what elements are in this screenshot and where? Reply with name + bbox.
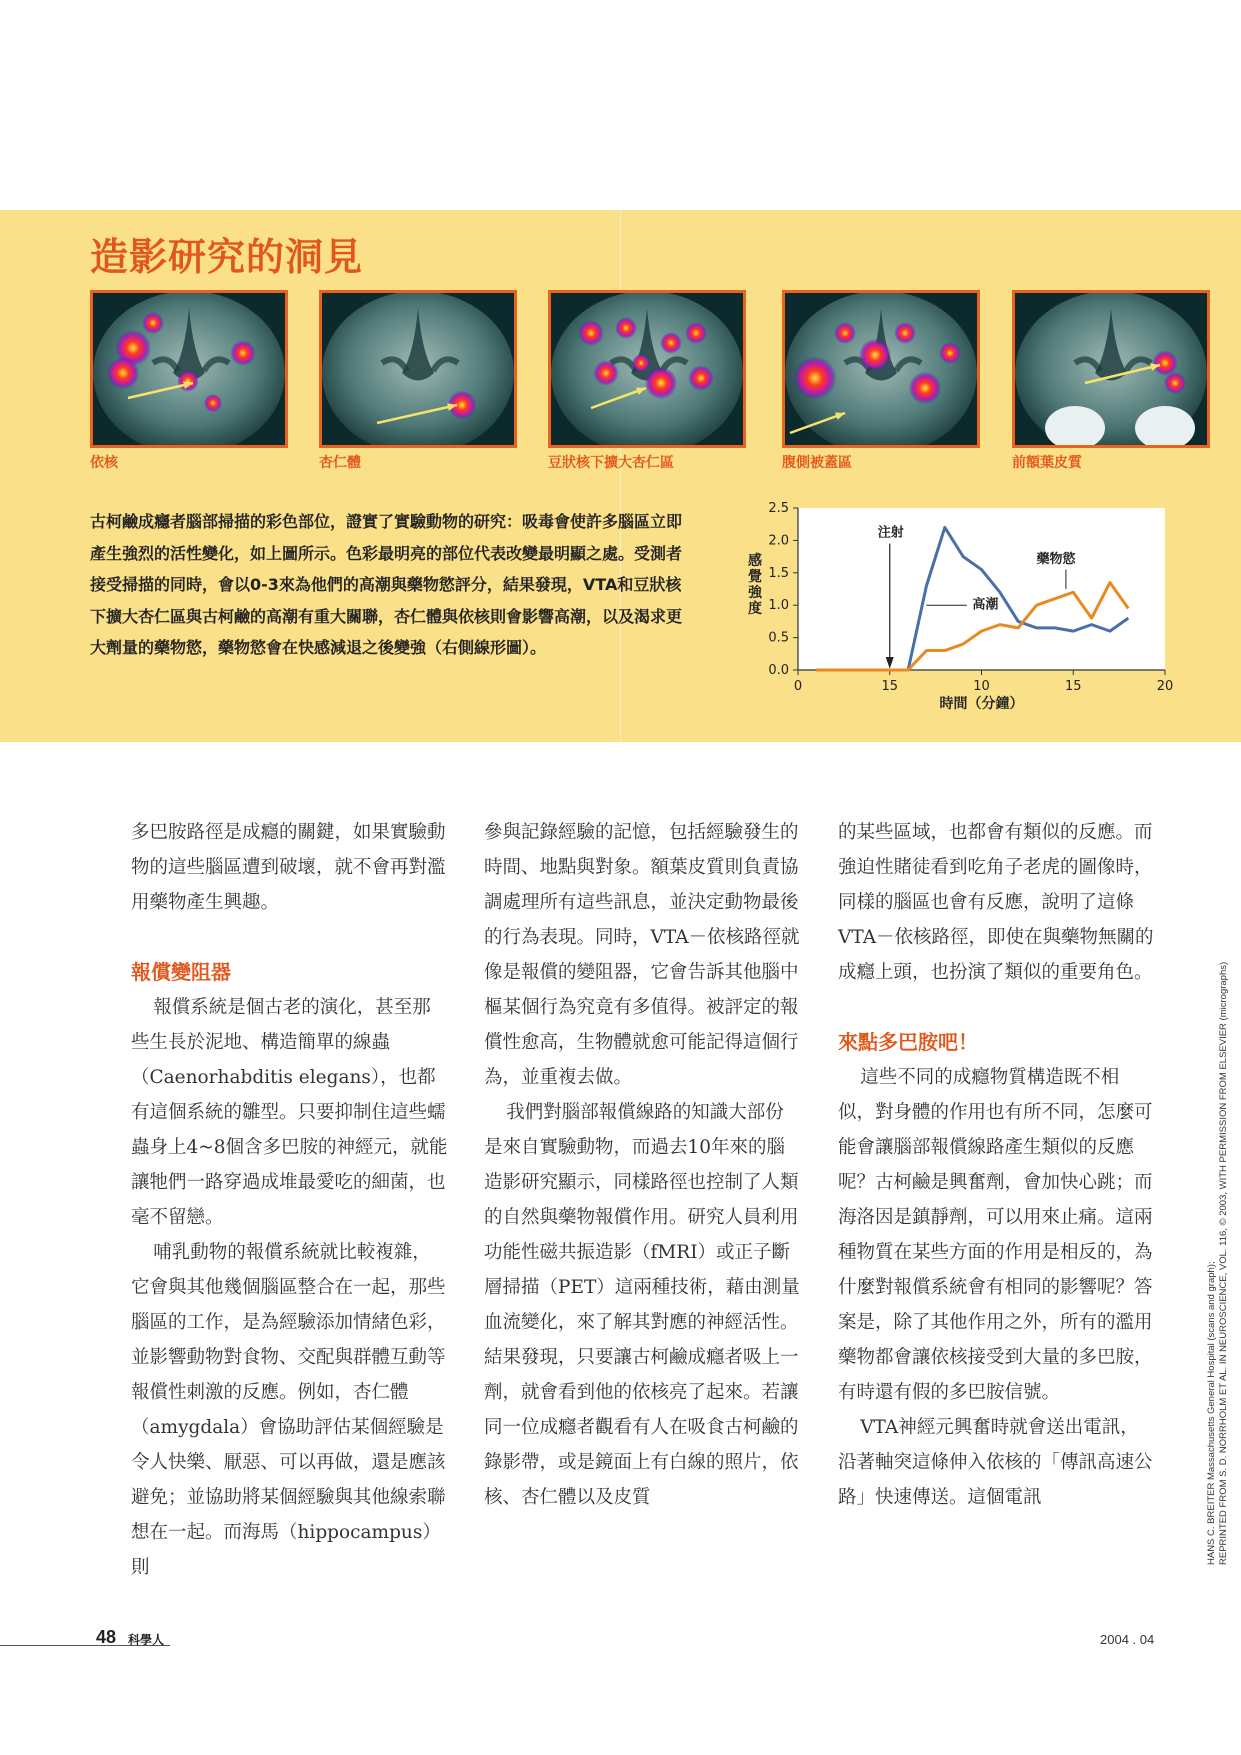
body-paragraph: 哺乳動物的報償系統就比較複雜，它會與其他幾個腦區整合在一起，那些腦區的工作，是為經驗添加情緒色彩，並影響動物對食物、交配與群體互動等報償性刺激的反應。例如，杏仁體（amygdala）會協助評估某個經驗是令人快樂、厭惡、可以再做，還是應該避免；並協助將某個經驗與其他線索聯想在一起。而海馬（hippocampus）則 xyxy=(131,1242,446,1578)
issue-date: 2004 . 04 xyxy=(1100,1632,1155,1647)
y-axis-label-char: 強 xyxy=(748,585,762,601)
x-tick-label: 10 xyxy=(973,679,990,694)
body-paragraph: 報償系統是個古老的演化，甚至那些生長於泥地、構造簡單的線蟲（Caenorhabditis elegans），也都有這個系統的雛型。只要抑制住這些蠕蟲身上4~8個含多巴胺的神經元，就能讓牠們一路穿過成堆最愛吃的細菌，也毫不留戀。 xyxy=(131,997,448,1228)
y-axis-label-char: 感 xyxy=(748,553,762,569)
brain-scan-image xyxy=(322,293,514,445)
x-tick-label: 15 xyxy=(881,679,899,694)
section-heading: 報償變阻器 xyxy=(131,960,231,984)
line-chart xyxy=(740,500,1180,720)
figure-caption: 古柯鹼成癮者腦部掃描的彩色部位，證實了實驗動物的研究：吸毒會使許多腦區立即產生強烈的活性變化，如上圖所示。色彩最明亮的部位代表改變最明顯之處。受測者接受掃描的同時，會以0-3來為他們的高潮與藥物慾評分，結果發現，VTA和豆狀核下擴大杏仁區與古柯鹼的高潮有重大關聯，杏仁體與依核則會影響高潮，以及渴求更大劑量的藥物慾，藥物慾會在快感減退之後變強（右側線形圖）。 xyxy=(90,512,683,657)
publication-name: 科學人 xyxy=(128,1633,165,1647)
y-tick-label: 0.5 xyxy=(768,630,789,646)
y-tick-label: 2.0 xyxy=(768,533,789,549)
y-tick-label: 0.0 xyxy=(768,663,789,678)
brain-scan-amygdala xyxy=(319,290,517,448)
x-tick-label: 0 xyxy=(793,679,803,694)
series-label-craving: 藥物慾 xyxy=(1036,552,1076,568)
scan-label-sublenticular-extended-amygdala: 豆狀核下擴大杏仁區 xyxy=(548,455,674,471)
text-column-3 xyxy=(838,815,1156,1515)
x-axis-label: 時間（分鐘） xyxy=(939,696,1024,712)
y-axis-label xyxy=(748,552,763,617)
brain-scan-image xyxy=(551,293,743,445)
x-tick-label: 15 xyxy=(1064,679,1082,694)
brain-scan-image xyxy=(785,293,977,445)
y-tick-label: 1.5 xyxy=(768,565,789,581)
scan-label-prefrontal-cortex: 前額葉皮質 xyxy=(1012,455,1082,471)
x-tick-label: 20 xyxy=(1156,679,1174,694)
brain-scan-image xyxy=(1015,293,1207,445)
chart-plot-area xyxy=(798,508,1165,670)
body-paragraph: 參與記錄經驗的記憶，包括經驗發生的時間、地點與對象。額葉皮質則負責協調處理所有這些訊息，並決定動物最後的行為表現。同時，VTA－依核路徑就像是報償的變阻器，它會告訴其他腦中樞某個行為究竟有多值得。被評定的報償性愈高，生物體就愈可能記得這個行為，並重複去做。 xyxy=(484,822,800,1088)
photo-credit xyxy=(1206,915,1230,1565)
paragraph-gap xyxy=(131,920,449,955)
brain-scan-nucleus-accumbens xyxy=(90,290,288,448)
y-axis-label-char: 度 xyxy=(748,601,762,617)
scan-label-amygdala: 杏仁體 xyxy=(319,455,361,471)
credit-line-2: REPRINTED FROM S. D. NORRHOLM ET AL. IN NEUROSCIENCE, VOL. 116, © 2003, WITH PERMISSION FROM ELSEVIER (micrographs) xyxy=(1218,961,1229,1565)
brain-scan-image xyxy=(93,293,285,445)
page-number: 48 xyxy=(96,1627,117,1647)
credit-line-1: HANS C. BREITER Massachusetts General Hospital (scans and graph); xyxy=(1206,1261,1217,1565)
y-tick-label: 1.0 xyxy=(768,598,789,614)
paragraph-gap xyxy=(838,990,1156,1025)
body-paragraph: VTA神經元興奮時就會送出電訊，沿著軸突這條伸入依核的「傳訊高速公路」快速傳送。這個電訊 xyxy=(838,1417,1153,1508)
y-axis-label-char: 覺 xyxy=(748,569,762,585)
text-column-1 xyxy=(131,815,449,1585)
body-paragraph: 我們對腦部報償線路的知識大部份是來自實驗動物，而過去10年來的腦造影研究顯示，同樣路徑也控制了人類的自然與藥物報償作用。研究人員利用功能性磁共振造影（fMRI）或正子斷層掃描（PET）這兩種技術，藉由測量血流變化，來了解其對應的神經活性。結果發現，只要讓古柯鹼成癮者吸上一劑，就會看到他的依核亮了起來。若讓同一位成癮者觀看有人在吸食古柯鹼的錄影帶，或是鏡面上有白線的照片，依核、杏仁體以及皮質 xyxy=(484,1102,800,1508)
text-column-2 xyxy=(484,815,802,1515)
injection-label: 注射 xyxy=(877,525,904,541)
body-paragraph: 這些不同的成癮物質構造既不相似，對身體的作用也有所不同，怎麼可能會讓腦部報償線路產生類似的反應呢？古柯鹼是興奮劑，會加快心跳；而海洛因是鎮靜劑，可以用來止痛。這兩種物質在某些方面的作用是相反的，為什麼對報償系統會有相同的影響呢？答案是，除了其他作用之外，所有的濫用藥物都會讓依核接受到大量的多巴胺，有時還有假的多巴胺信號。 xyxy=(838,1067,1153,1403)
scan-label-nucleus-accumbens: 依核 xyxy=(90,455,118,471)
section-heading: 來點多巴胺吧！ xyxy=(838,1030,978,1054)
body-paragraph: 的某些區域，也都會有類似的反應。而強迫性賭徒看到吃角子老虎的圖像時，同樣的腦區也會有反應，說明了這條VTA－依核路徑，即使在與藥物無關的成癮上頭，也扮演了類似的重要角色。 xyxy=(838,822,1154,983)
y-tick-label: 2.5 xyxy=(768,501,789,516)
body-paragraph: 多巴胺路徑是成癮的關鍵，如果實驗動物的這些腦區遭到破壞，就不會再對濫用藥物產生興趣。 xyxy=(131,822,446,913)
series-label-high: 高潮 xyxy=(972,597,999,613)
brain-scan-ventral-tegmentum xyxy=(782,290,980,448)
scan-label-ventral-tegmentum: 腹側被蓋區 xyxy=(782,455,852,471)
brain-scan-prefrontal-cortex xyxy=(1012,290,1210,448)
panel-title: 造影研究的洞見 xyxy=(90,235,364,279)
brain-scan-sublenticular-extended-amygdala xyxy=(548,290,746,448)
